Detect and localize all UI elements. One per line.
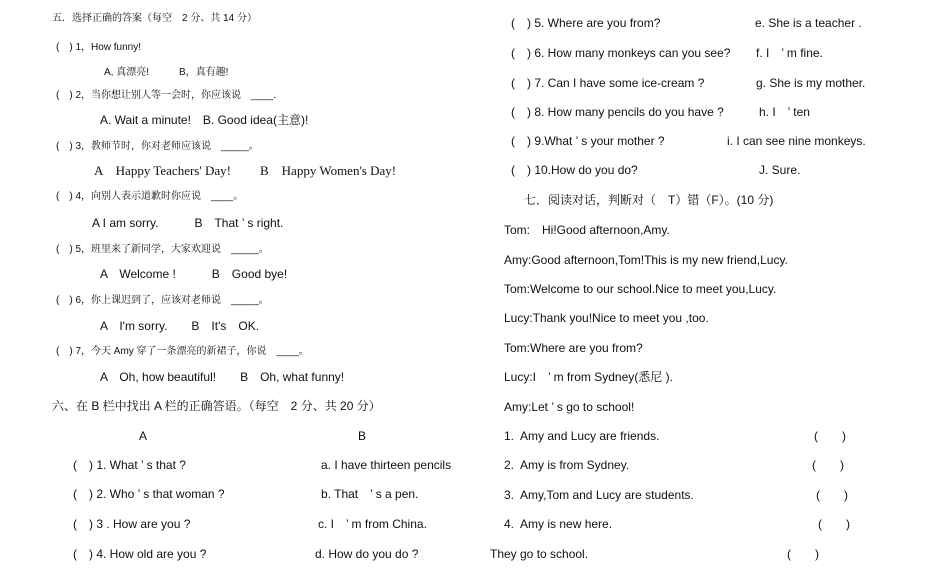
match-answer: b. That ’ s a pen. [321,487,419,501]
question-option-b: B Happy Women's Day! [260,163,397,178]
answer-blank: ( ) [816,488,848,502]
answer-blank: ( ) [812,458,844,472]
match-answer: g. She is my mother. [756,76,866,90]
match-answer: c. I ’ m from China. [318,517,427,531]
question-stem: ( ) 3，教师节时，你对老师应该说 _____。 [56,141,259,152]
question-options: A Welcome ! B Good bye! [100,267,288,281]
match-answer: f. I ’ m fine. [756,46,823,60]
match-answer: d. How do you do ? [315,547,419,561]
match-question: ( ) 7. Can I have some ice-cream ? [511,76,705,90]
dialogue-line: Tom: Hi!Good afternoon,Amy. [504,223,670,237]
dialogue-line: Amy:Let ’ s go to school! [504,400,635,414]
match-question: ( ) 5. Where are you from? [511,16,661,30]
question-options: A Oh, how beautiful! B Oh, what funny! [100,370,345,384]
answer-blank: ( ) [818,517,850,531]
match-answer: i. I can see nine monkeys. [727,134,866,148]
judgment-statement: 1. Amy and Lucy are friends. [504,429,660,443]
question-stem: ( ) 5，班里来了新同学，大家欢迎说 _____。 [56,244,269,255]
column-a-header: A [139,429,148,443]
dialogue-line: Tom:Where are you from? [504,341,643,355]
question-options: A I'm sorry. B It's OK. [100,319,260,333]
question-stem: ( ) 4，向别人表示道歉时你应说 ____。 [56,191,244,202]
dialogue-line: Tom:Welcome to our school.Nice to meet you,Lucy. [504,282,777,296]
match-question: ( ) 6. How many monkeys can you see? [511,46,731,60]
question-stem: ( ) 1，How funny! [56,42,142,53]
dialogue-line: Lucy:Thank you!Nice to meet you ,too. [504,311,709,325]
question-option-a: A Happy Teachers' Day! [94,163,231,178]
section7-title: 七．阅读对话，判断对（ T）错（F）。(10 分) [524,193,774,207]
question-options: A I am sorry. B That ’ s right. [92,216,284,230]
match-question: ( ) 9.What ’ s your mother ? [511,134,665,148]
match-question: ( ) 3 . How are you ? [73,517,191,531]
match-answer: a. I have thirteen pencils [321,458,452,472]
dialogue-line: Lucy:I ’ m from Sydney(悉尼 ). [504,370,673,384]
question-stem: ( ) 2，当你想让别人等一会时，你应该说 ____． [56,90,284,101]
match-answer: h. I ’ ten [759,105,810,119]
section5-title: 五．选择正确的答案（每空 2 分、共 14 分） [52,13,258,24]
dialogue-line: Amy:Good afternoon,Tom!This is my new friend,Lucy. [504,253,788,267]
judgment-statement: 4. Amy is new here. [504,517,613,531]
answer-blank: ( ) [787,547,819,561]
section6-title: 六、在 B 栏中找出 A 栏的正确答语。（每空 2 分、共 20 分） [52,399,381,413]
question-stem: ( ) 7，今天 Amy 穿了一条漂亮的新裙子，你说 ____。 [56,346,309,357]
question-options: A. Wait a minute! B. Good idea(主意)! [100,113,309,127]
match-question: ( ) 4. How old are you ? [73,547,207,561]
match-question: ( ) 2. Who ’ s that woman ? [73,487,225,501]
column-b-header: B [358,429,367,443]
question-options: A, 真漂亮! B，真有趣! [104,67,229,78]
judgment-statement: They go to school. [490,547,589,561]
match-answer: e. She is a teacher . [755,16,862,30]
question-stem: ( ) 6，你上课迟到了，应该对老师说 _____。 [56,295,269,306]
judgment-statement: 3. Amy,Tom and Lucy are students. [504,488,694,502]
match-answer: J. Sure. [759,163,801,177]
match-question: ( ) 8. How many pencils do you have ? [511,105,724,119]
match-question: ( ) 1. What ’ s that ? [73,458,186,472]
match-question: ( ) 10.How do you do? [511,163,638,177]
answer-blank: ( ) [814,429,846,443]
judgment-statement: 2. Amy is from Sydney. [504,458,630,472]
